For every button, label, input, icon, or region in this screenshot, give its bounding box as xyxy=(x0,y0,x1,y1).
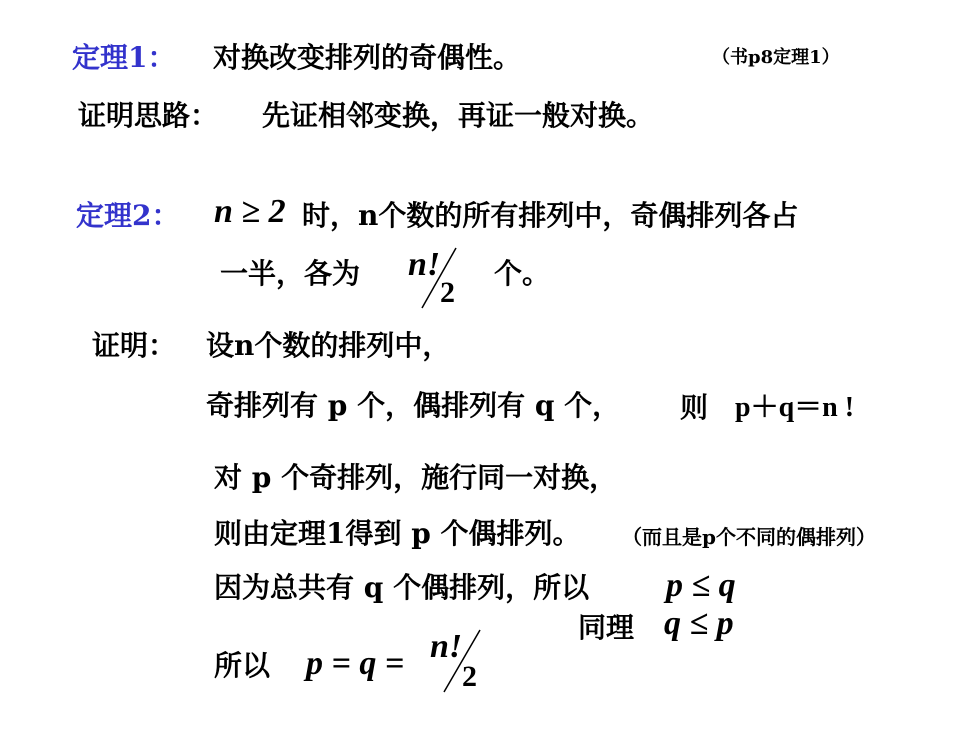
theorem1-label: 定理1： xyxy=(72,41,176,74)
proof-idea-text: 先证相邻变换，再证一般对换。 xyxy=(262,99,655,132)
conclusion-fraction xyxy=(430,628,490,700)
conclusion-fraction-denominator: 2 xyxy=(462,660,477,693)
proof-idea-label: 证明思路： xyxy=(78,99,219,132)
theorem2-condition: n ≥ 2 xyxy=(214,193,286,230)
proof-line5: 因为总共有 q 个偶排列，所以 xyxy=(214,571,590,604)
fraction-slash xyxy=(408,246,468,316)
proof-conclusion-equation: p = q = xyxy=(306,645,405,682)
proof-equation: p＋q＝n ! xyxy=(735,392,855,423)
theorem2-statement-line2-suffix: 个。 xyxy=(494,257,551,290)
proof-inequality-1: p ≤ q xyxy=(666,567,736,604)
theorem2-label: 定理2： xyxy=(76,199,180,232)
proof-inequality-2: q ≤ p xyxy=(664,605,734,642)
proof-line1: 设n个数的排列中， xyxy=(206,329,451,362)
theorem2-statement-line1: 时，n个数的所有排列中，奇偶排列各占 xyxy=(302,199,799,232)
proof-line3: 对 p 个奇排列，施行同一对换， xyxy=(214,461,618,494)
fraction-denominator: 2 xyxy=(440,276,455,309)
conclusion-fraction-numerator: n! xyxy=(430,628,463,665)
theorem2-statement-line2-prefix: 一半，各为 xyxy=(220,257,361,290)
proof-similarly: 同理 xyxy=(578,611,635,644)
fraction-numerator: n! xyxy=(408,246,441,283)
theorem1-statement: 对换改变排列的奇偶性。 xyxy=(213,41,522,74)
conclusion-fraction-slash xyxy=(430,628,490,700)
proof-line2: 奇排列有 p 个，偶排列有 q 个， xyxy=(206,389,621,422)
proof-conclusion-prefix: 所以 xyxy=(214,649,271,682)
theorem1-reference: （书p8定理1） xyxy=(712,47,840,68)
proof-label: 证明： xyxy=(92,329,177,362)
proof-line4-note: （而且是p个不同的偶排列） xyxy=(622,525,876,549)
proof-then: 则 xyxy=(680,391,709,424)
proof-line4: 则由定理1得到 p 个偶排列。 xyxy=(214,517,581,550)
theorem2-fraction xyxy=(408,246,468,316)
